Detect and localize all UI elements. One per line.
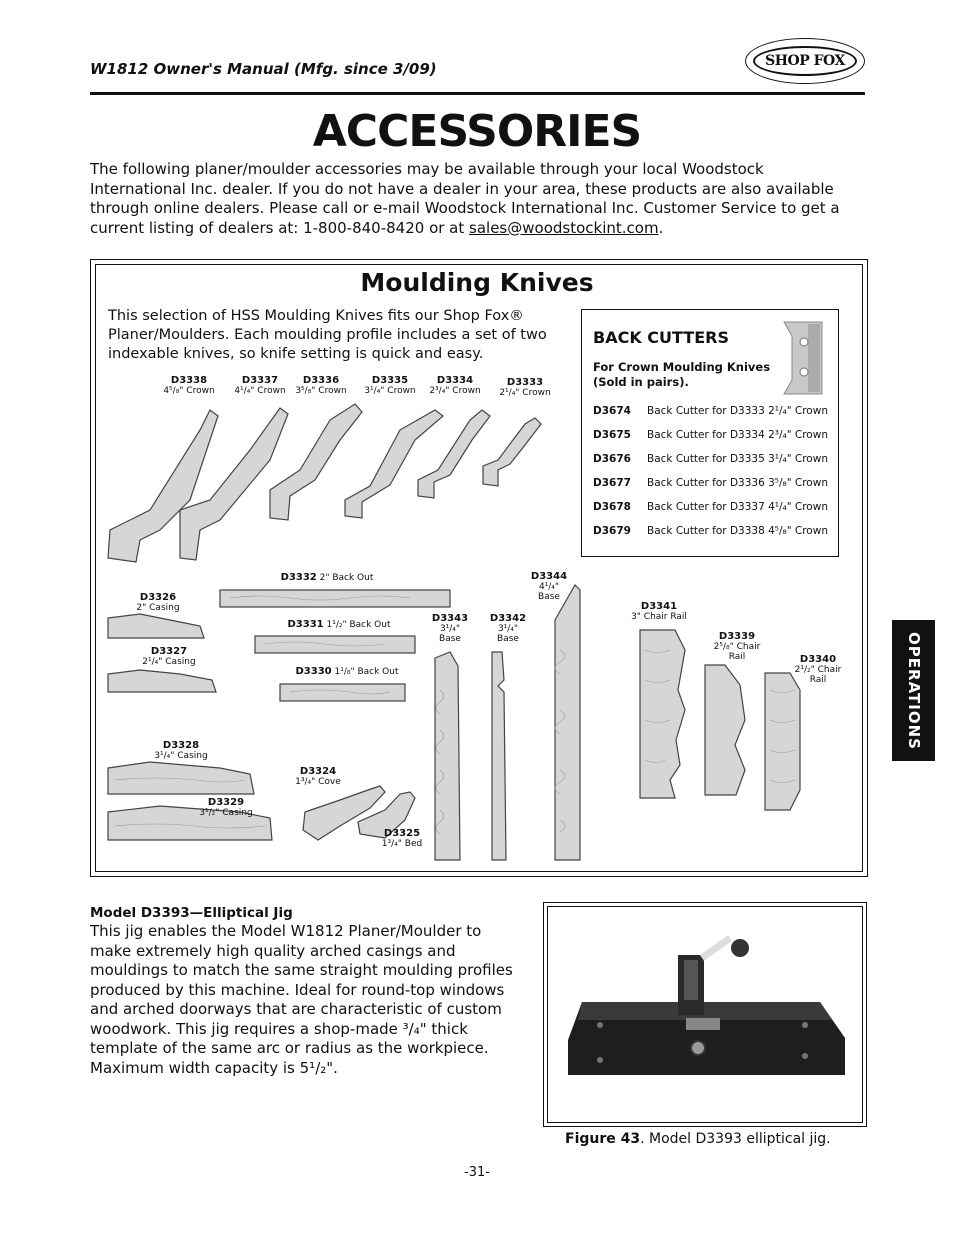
intro-end: . xyxy=(658,218,664,237)
shop-fox-logo: SHOP FOX xyxy=(753,46,857,76)
profile-d3335 xyxy=(345,410,443,518)
profile-d3326 xyxy=(108,614,204,638)
knife-label-d3330: D3330 1¹/₈" Back Out xyxy=(295,666,399,677)
knife-label-d3340: D3340 2¹/₂" Chair Rail xyxy=(794,654,842,685)
knives-title: Moulding Knives xyxy=(360,268,594,297)
profile-d3337 xyxy=(180,408,288,560)
knife-label-d3331: D3331 1¹/₂" Back Out xyxy=(287,619,391,630)
profile-d3332 xyxy=(220,590,450,607)
knife-label-d3336: D3336 3⁵/₈" Crown xyxy=(295,375,347,396)
profile-d3341 xyxy=(640,630,685,798)
back-cutter-row: D3678 Back Cutter for D3337 4¹/₄" Crown xyxy=(593,501,828,513)
page-number: -31- xyxy=(464,1165,490,1180)
knife-label-d3343: D3343 3¹/₄" Base xyxy=(431,613,469,644)
knives-description: This selection of HSS Moulding Knives fits our Shop Fox® Planer/Moulders. Each moulding profile includes a set of two indexable knives, so knife setting is quick and easy. xyxy=(108,308,547,362)
knife-label-d3341: D3341 3" Chair Rail xyxy=(631,601,687,622)
jig-description: This jig enables the Model W1812 Planer/Moulder to make extremely high quality arched casings and mouldings to match the same straight moulding profiles produced by this machine. Ideal for round-top windows and arched doorways that are characteristic of custom woodwork. This jig requires a shop-made ³/₄" thick template of the same arc or radius as the workpiece. Maximum width capacity is 5¹/₂". xyxy=(90,922,513,1077)
knife-label-d3325: D3325 1³/₄" Bed xyxy=(381,828,423,849)
profile-d3328 xyxy=(108,762,254,794)
profile-d3327 xyxy=(108,670,216,692)
profile-d3342 xyxy=(492,652,506,860)
profile-d3343 xyxy=(435,652,460,860)
operations-tab[interactable] xyxy=(892,620,935,761)
operations-tab-label: OPERATIONS xyxy=(904,631,923,750)
back-cutter-row: D3674 Back Cutter for D3333 2¹/₄" Crown xyxy=(593,405,828,417)
elliptical-jig-photo xyxy=(560,930,850,1090)
knife-label-d3332: D3332 2" Back Out xyxy=(280,572,374,583)
profile-d3339 xyxy=(705,665,745,795)
profile-d3333 xyxy=(483,418,541,486)
knife-label-d3334: D3334 2³/₄" Crown xyxy=(429,375,481,396)
knife-label-d3344: D3344 4¹/₄" Base xyxy=(530,571,568,602)
knife-label-d3342: D3342 3¹/₄" Base xyxy=(489,613,527,644)
back-cutters-subtitle: For Crown Moulding Knives (Sold in pairs). xyxy=(593,360,771,389)
intro-text: The following planer/moulder accessories may be available through your local Woodstock International Inc. dealer. If you do not have a dealer in your area, these products are also available through online dealers. Please call or e-mail Woodstock International Inc. Customer Service to get a current listing of dealers at: 1-800-840-8420 or at xyxy=(90,160,840,237)
knife-label-d3329: D3329 3¹/₂" Casing xyxy=(199,797,253,818)
header-rule xyxy=(90,92,865,95)
manual-title: W1812 Owner's Manual (Mfg. since 3/09) xyxy=(90,60,437,78)
back-cutter-row: D3677 Back Cutter for D3336 3⁵/₈" Crown xyxy=(593,477,828,489)
knife-label-d3327: D3327 2¹/₄" Casing xyxy=(142,646,196,667)
knife-label-d3328: D3328 3¹/₄" Casing xyxy=(154,740,208,761)
knife-label-d3335: D3335 3¹/₄" Crown xyxy=(364,375,416,396)
knife-label-d3333: D3333 2¹/₄" Crown xyxy=(499,377,551,398)
knife-label-d3339: D3339 2⁵/₈" Chair Rail xyxy=(713,631,761,662)
profile-d3338 xyxy=(108,410,218,562)
intro-paragraph xyxy=(90,160,860,238)
jig-title: Model D3393—Elliptical Jig xyxy=(90,905,293,921)
figure-caption: Figure 43. Model D3393 elliptical jig. xyxy=(565,1131,831,1147)
back-cutter-image xyxy=(782,320,824,396)
back-cutter-row: D3676 Back Cutter for D3335 3¹/₄" Crown xyxy=(593,453,828,465)
knife-label-d3324: D3324 1³/₄" Cove xyxy=(295,766,341,787)
page-heading: ACCESSORIES xyxy=(312,106,642,157)
knife-label-d3338: D3338 4⁵/₈" Crown xyxy=(163,375,215,396)
knife-label-d3337: D3337 4¹/₄" Crown xyxy=(234,375,286,396)
back-cutter-row: D3675 Back Cutter for D3334 2³/₄" Crown xyxy=(593,429,828,441)
knife-label-d3326: D3326 2" Casing xyxy=(136,592,180,613)
profile-d3331 xyxy=(255,636,415,653)
email-link[interactable]: sales@woodstockint.com xyxy=(469,218,659,237)
back-cutters-title: BACK CUTTERS xyxy=(593,328,729,347)
profile-d3340 xyxy=(765,673,800,810)
back-cutter-row: D3679 Back Cutter for D3338 4⁵/₈" Crown xyxy=(593,525,828,537)
